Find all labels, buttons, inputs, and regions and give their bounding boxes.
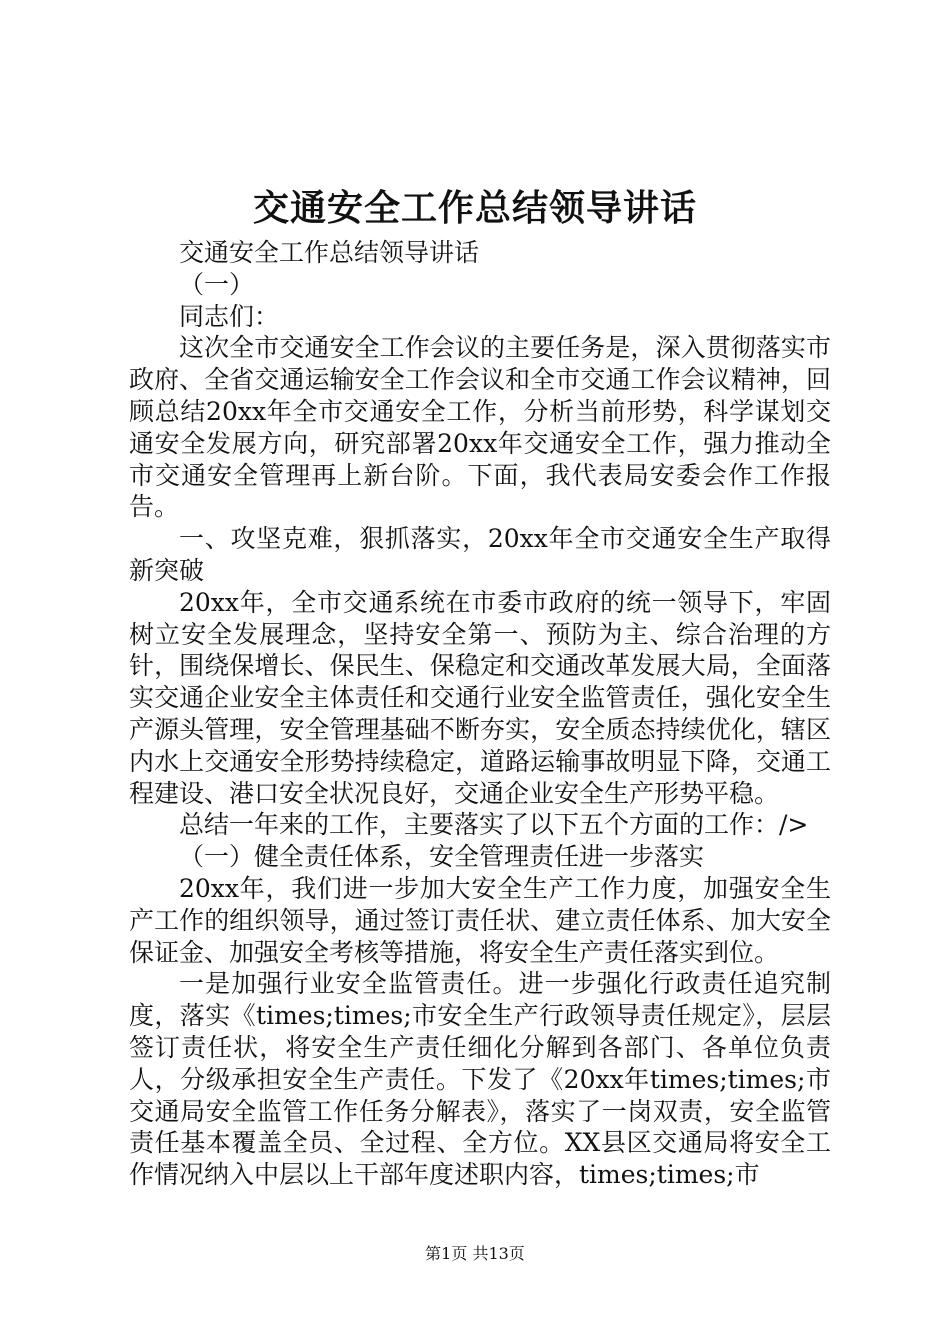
body-paragraph: 交通安全工作总结领导讲话 (179, 238, 480, 267)
page-footer: 第1页 共13页 (425, 1244, 525, 1263)
subsection-heading: （一）健全责任体系，安全管理责任进一步落实 (179, 842, 705, 872)
body-paragraph: 同志们： (179, 301, 280, 331)
body-paragraph: 20xx年，全市交通系统在市委市政府的统一领导下，牢固树立安全发展理念，坚持安全第一、预防为主、综合治理的方针，围绕保增长、保民生、保稳定和交通改革发展大局，全面落实交通企业安全主体责任和交通行业安全监管责任，强化安全生产源头管理，安全管理基础不断夯实，安全质态持续优化，辖区内水上交通安全形势持续稳定，道路运输事故明显下降，交通工程建设、港口安全状况良好，交通企业安全生产形势平稳。 (129, 587, 831, 808)
body-paragraph: （一） (179, 269, 255, 299)
document-title: 交通安全工作总结领导讲话 (252, 187, 697, 229)
section-heading: 一、攻坚克难，狠抓落实，20xx年全市交通安全生产取得新突破 (129, 524, 831, 585)
body-paragraph: 20xx年，我们进一步加大安全生产工作力度，加强安全生产工作的组织领导，通过签订责任状、建立责任体系、加大安全保证金、加强安全考核等措施，将安全生产责任落实到位。 (129, 873, 831, 967)
body-paragraph: 这次全市交通安全工作会议的主要任务是，深入贯彻落实市政府、全省交通运输安全工作会议和全市交通工作会议精神，回顾总结20xx年全市交通安全工作，分析当前形势，科学谋划交通安全发展方向，研究部署20xx年交通安全工作，强力推动全市交通安全管理再上新台阶。下面，我代表局安委会作工作报告。 (129, 333, 831, 522)
body-paragraph: 一是加强行业安全监管责任。进一步强化行政责任追究制度，落实《times;times;市安全生产行政领导责任规定》，层层签订责任状，将安全生产责任细化分解到各部门、各单位负责人，分级承担安全生产责任。下发了《20xx年times;times;市交通局安全监管工作任务分解表》，落实了一岗双责，安全监管责任基本覆盖全员、全过程、全方位。XX县区交通局将安全工作情况纳入中层以上干部年度述职内容，times;times;市 (129, 969, 831, 1190)
document-body (129, 237, 831, 1191)
body-paragraph: 总结一年来的工作，主要落实了以下五个方面的工作：/> (179, 810, 809, 840)
